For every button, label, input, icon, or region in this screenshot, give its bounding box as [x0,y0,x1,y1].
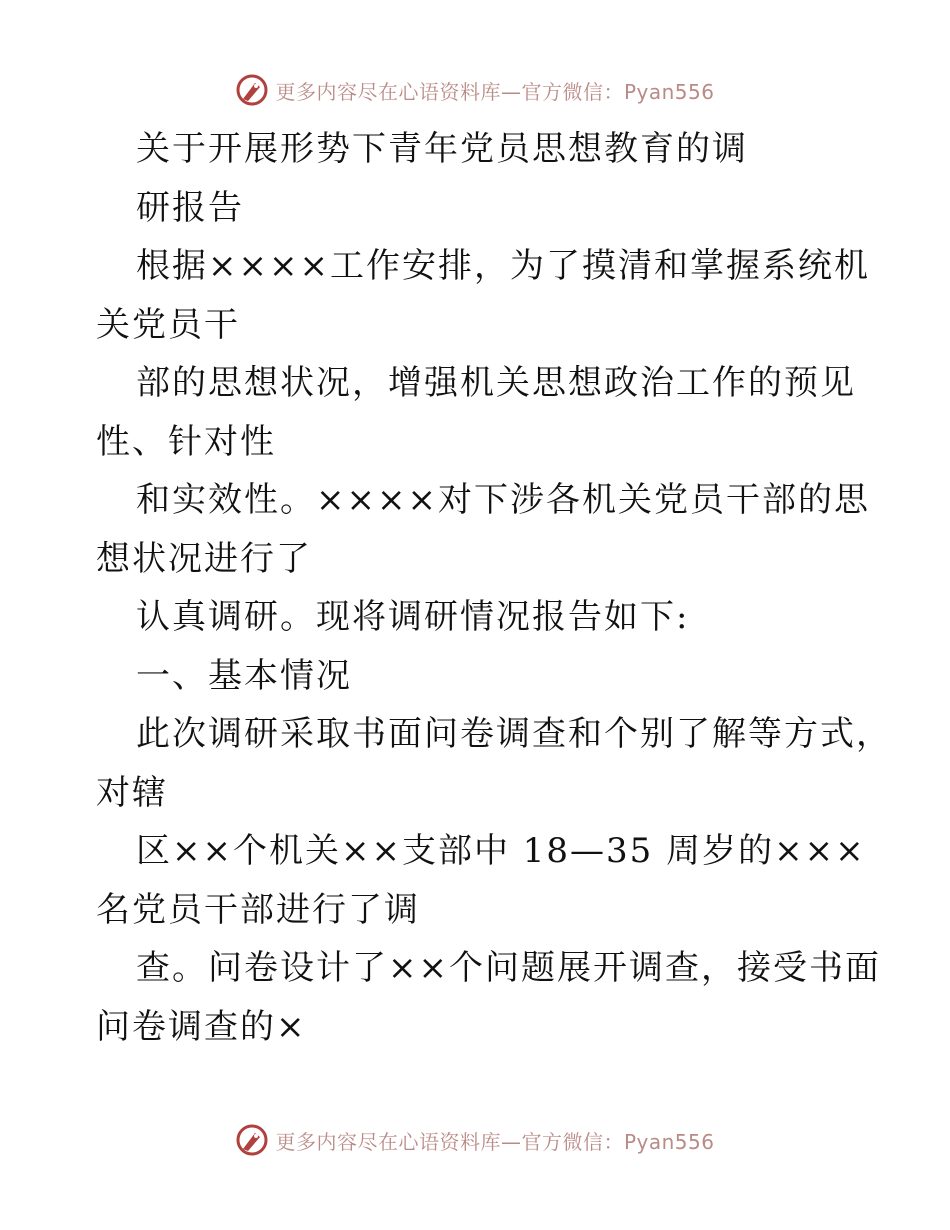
watermark-text: 更多内容尽在心语资料库—官方微信：Pyan556 [275,1129,715,1154]
text-line: 和实效性。××××对下涉各机关党员干部的思 [136,480,870,520]
pen-nib-circle-icon [235,73,269,107]
document-body [96,120,892,1056]
pen-nib-circle-icon [235,1123,269,1157]
text-line: 此次调研采取书面问卷调查和个别了解等方式， [136,714,892,754]
text-line: 想状况进行了 [96,538,312,579]
text-line: 关党员干 [96,304,240,345]
text-line: 对辖 [96,772,168,813]
text-line: 研报告 [136,187,244,228]
text-line: 部的思想状况，增强机关思想政治工作的预见 [136,363,856,403]
header-watermark [0,70,950,110]
text-line: 认真调研。现将调研情况报告如下: [136,597,690,637]
text-line: 一、基本情况 [136,655,352,696]
text-line: 查。问卷设计了××个问题展开调查，接受书面 [136,948,881,988]
text-line: 性、针对性 [96,421,276,462]
text-line: 根据××××工作安排，为了摸清和掌握系统机 [136,246,870,286]
watermark-text: 更多内容尽在心语资料库—官方微信：Pyan556 [275,79,715,104]
text-line: 问卷调查的× [96,1006,307,1047]
footer-watermark [0,1120,950,1160]
text-line: 区××个机关××支部中 18—35 周岁的××× [136,831,866,871]
text-line: 关于开展形势下青年党员思想教育的调 [136,129,748,169]
text-line: 名党员干部进行了调 [96,889,420,930]
